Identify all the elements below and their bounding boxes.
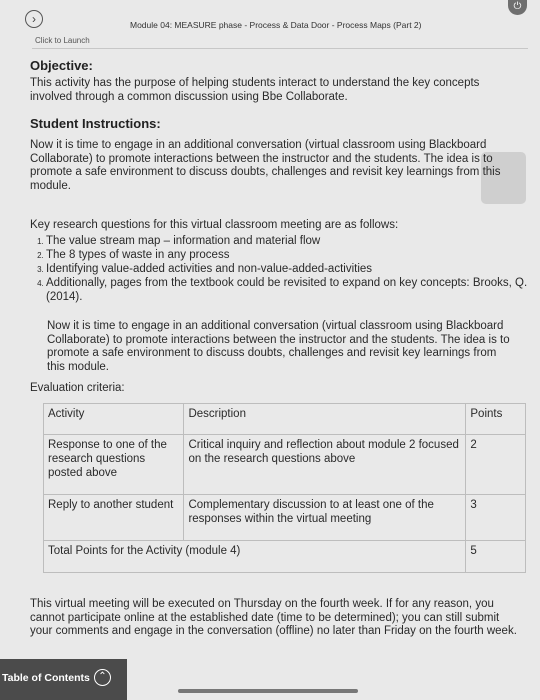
- table-row: [44, 495, 526, 541]
- objective-text: This activity has the purpose of helping students interact to understand the key concepts involved through a common discussion using Bbe Collaborate.: [30, 77, 480, 103]
- instructions-text: Now it is time to engage in an additional conversation (virtual classroom using Blackboard Collaborate) to promote interactions between the instructor and the students. The idea is to promote a safe environment to discuss doubts, challenges and revisit key learnings from this module.: [30, 139, 501, 192]
- description-cell: Complementary discussion to at least one of the responses within the virtual meeting: [184, 495, 466, 541]
- questions-intro: Key research questions for this virtual classroom meeting are as follows:: [30, 219, 399, 231]
- power-icon[interactable]: ⏻: [508, 0, 527, 15]
- list-item: 2. The 8 types of waste in any process: [46, 248, 536, 262]
- evaluation-heading: Evaluation criteria:: [30, 382, 125, 394]
- table-of-contents-bar[interactable]: [0, 659, 127, 700]
- description-cell: Critical inquiry and reflection about module 2 focused on the research questions above: [184, 435, 466, 495]
- table-of-contents-label: Table of Contents: [2, 672, 90, 684]
- list-item: 4. Additionally, pages from the textbook could be revisited to expand on key concepts: Brooks, Q. (2014).: [46, 276, 536, 304]
- closing-text: This virtual meeting will be executed on Thursday on the fourth week. If for any reason, you cannot participate online at the established date (time to be determined); you can still submit your comments and engage in the conversation (offline) no later than Friday on the fourth week.: [30, 598, 517, 637]
- chevron-right-icon[interactable]: ›: [25, 10, 43, 28]
- objective-heading: Objective:: [30, 58, 93, 73]
- evaluation-table: [43, 403, 526, 573]
- total-points-cell: 5: [466, 541, 526, 573]
- points-cell: 2: [466, 435, 526, 495]
- click-to-launch-link[interactable]: Click to Launch: [35, 36, 90, 45]
- column-header-description: Description: [184, 404, 466, 435]
- header-divider: [32, 48, 528, 49]
- column-header-points: Points: [466, 404, 526, 435]
- module-title: Module 04: MEASURE phase - Process & Data Door - Process Maps (Part 2): [130, 20, 422, 30]
- student-instructions-heading: Student Instructions:: [30, 116, 161, 131]
- table-row: [44, 435, 526, 495]
- table-header-row: [44, 404, 526, 435]
- repeat-instructions-text: Now it is time to engage in an additional conversation (virtual classroom using Blackboard Collaborate) to promote interactions between the instructor and the students. The idea is to promote a safe environment to discuss doubts, challenges and revisit key learnings from this module.: [47, 320, 510, 373]
- list-item: 3. Identifying value-added activities and non-value-added-activities: [46, 262, 536, 276]
- chevron-up-icon[interactable]: ⌃: [94, 669, 111, 686]
- activity-cell: Reply to another student: [44, 495, 184, 541]
- research-questions-list: [30, 234, 536, 304]
- points-cell: 3: [466, 495, 526, 541]
- list-item: 1. The value stream map – information and material flow: [46, 234, 536, 248]
- home-indicator: [178, 689, 358, 693]
- total-label-cell: Total Points for the Activity (module 4): [44, 541, 466, 573]
- activity-cell: Response to one of the research questions posted above: [44, 435, 184, 495]
- column-header-activity: Activity: [44, 404, 184, 435]
- top-bar: [0, 0, 540, 40]
- table-total-row: [44, 541, 526, 573]
